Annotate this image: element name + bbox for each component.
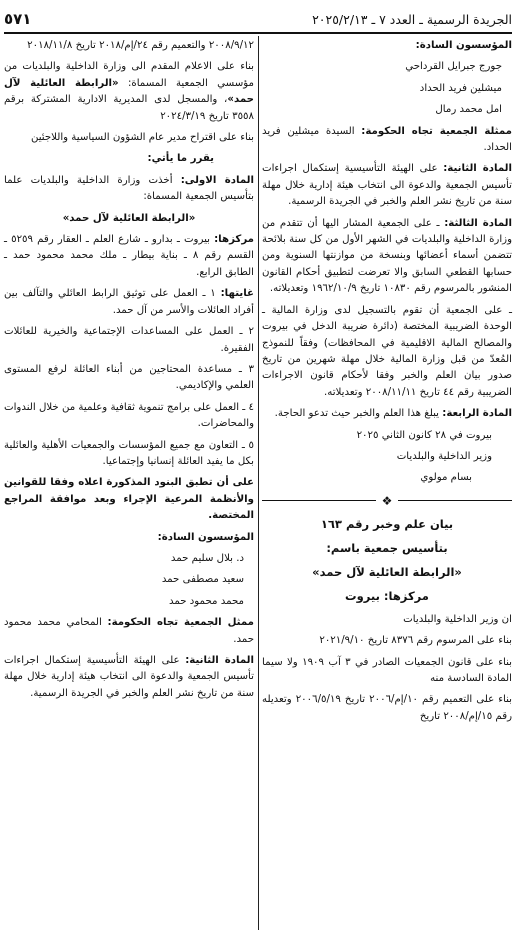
article-2-text: على الهيئة التأسيسية إستكمال اجراءات تأسيس الجمعية والدعوة الى انتخاب هيئة إدارية خلال مهلة سنة من تاريخ نشر العلم والخبر في الجريدة الرسمية. [4, 655, 254, 699]
article-2 [4, 653, 254, 702]
article-4-text: يبلغ هذا العلم والخبر حيث تدعو الحاجة. [274, 408, 439, 420]
section-separator [262, 495, 512, 507]
founder-name: امل محمد رمال [435, 104, 502, 116]
circular-continuation: ٢٠٠٨/٩/١٢ والتعميم رقم ٢٤/إم/٢٠١٨ تاريخ ٢٠١٨/١١/٨ [27, 40, 254, 51]
article-4-label: المادة الرابعة: [442, 408, 512, 420]
proposal-paragraph: بناء على اقتراح مدير عام الشؤون السياسية واللاجئين [30, 132, 254, 144]
article-1 [4, 173, 254, 206]
article-2-text: على الهيئة التأسيسية إستكمال اجراءات تأسيس الجمعية والدعوة الى انتخاب هيئة إدارية خلال مهلة سنة من تاريخ نشر العلم والخبر في الجريدة الرسمية. [262, 163, 512, 208]
notification-text: بناء على الاعلام المقدم الى وزارة الداخلية والبلديات من مؤسسي الجمعية المسماة: [4, 61, 254, 89]
representative [4, 615, 254, 648]
gazette-title: الجريدة الرسمية ـ العدد ٧ ـ ٢٠٢٥/٢/١٣ [312, 11, 512, 27]
minister-title: وزير الداخلية والبلديات [396, 450, 492, 462]
notice-headquarters: مركزها: بيروت [345, 588, 429, 603]
article-3-text: ـ على الجمعية المشار اليها أن تتقدم من وزارة الداخلية والبلديات في الشهر الأول من كل سنة بلائحة تتضمن أسماء أعضائها وبنسخة من موازنتها السنوية ومن حسابها القطعي السابق والا تعرضت لتطبيق أحكام القانون المنشور بالمرسوم رقم ١٠٨٣٠ تاريخ ١٩٦٢/١٠/٩ وتعديلاته. [262, 217, 512, 295]
header-rule [4, 32, 512, 34]
article-2 [262, 161, 512, 210]
right-column [262, 38, 512, 730]
representative-label: ممثل الجمعية تجاه الحكومة: [107, 617, 254, 629]
column-divider [258, 36, 259, 930]
representative-label: ممثلة الجمعية تجاه الحكومة: [361, 125, 512, 137]
goal-1-text: ١ ـ العمل على توثيق الرابط العائلي والتآلف بين أفراد العائلات والأسر من آل حمد. [4, 288, 254, 316]
notice-subtitle: بتأسيس جمعية باسم: [326, 540, 448, 555]
article-1-label: المادة الاولى: [180, 174, 254, 186]
intro-decree: بناء على المرسوم رقم ٨٣٧٦ تاريخ ٢٠٢١/٩/١٠ [319, 635, 512, 647]
article-2-label: المادة الثانية: [443, 163, 512, 175]
article-1-text: أخذت وزارة الداخلية والبلديات علما بتأسيس الجمعية المسماة: [4, 174, 254, 203]
intro-law: بناء على قانون الجمعيات الصادر في ٣ آب ١٩٠٩ ولا سيما المادة السادسة منه [262, 656, 512, 684]
representative-value: المحامي محمد محمود حمد. [4, 617, 254, 645]
notice-title: بيان علم وخبر رقم ١٦٣ [320, 516, 454, 531]
intro-circular: بناء على التعميم رقم ١٠/إم/٢٠٠٦ تاريخ ٢٠٠٦/٥/١٩ وتعديله رقم ١٥/إم/٢٠٠٨ تاريخ [262, 694, 513, 722]
article-3-label: المادة الثالثة: [444, 217, 512, 229]
notification-paragraph [4, 59, 254, 125]
founders-heading: المؤسسون السادة: [415, 40, 512, 51]
headquarters [4, 232, 254, 281]
founder-name: د. بلال سليم حمد [170, 552, 244, 564]
article-2-label: المادة الثانية: [185, 655, 254, 666]
decree-heading: يقرر ما يأتي: [147, 153, 214, 165]
founder-name: محمد محمود حمد [168, 595, 244, 607]
headquarters-text: بيروت ـ بدارو ـ شارع العلم ـ العقار رقم ٥٢٥٩ ـ القسم رقم ٨ ـ بناية بيطار ـ ملك محمد محمود حمد ـ الطابق الرابع. [4, 234, 254, 278]
goals-label: غايتها: [220, 288, 254, 300]
goal-5: ٥ ـ التعاون مع جميع المؤسسات والجمعيات الأهلية والعائلية بكل ما يفيد العائلة إنسانيا وإجتماعيا. [4, 439, 254, 467]
article-3 [262, 216, 512, 298]
goal-3: ٣ ـ مساعدة المحتاجين من أبناء العائلة لرفع المستوى العلمي والإكاديمي. [4, 363, 254, 392]
date-line: بيروت في ٢٨ كانون الثاني ٢٠٢٥ [356, 429, 492, 441]
ornament-icon: ❖ [381, 493, 393, 508]
founder-name: ميشلين فريد الحداد [419, 82, 502, 94]
article-3-tax: ـ على الجمعية أن تقوم بالتسجيل لدى وزارة المالية ـ الوحدة الضريبية المختصة (دائرة ضريبة الدخل في بيروت والمصالح المالية الاقليمية في المحافظات) وفقاً للنموذج المُعدّ من قبل وزارة المالية خلال مهلة شهرين من تاريخ صدور بيان العلم والخبر وفقا لأحكام قانون الاجراءات الضريبية رقم ٤٤ تاريخ ٢٠٠٨/١١/١١ وتعديلاته. [262, 304, 512, 398]
founder-name: جورج جبرايل القرداحي [405, 61, 502, 73]
notification-registration: ، والمسجل لدى المديرية الادارية المشتركة برقم ٣٥٥٨ تاريخ ٢٠٢٤/٣/١٩ [4, 94, 254, 122]
left-column [4, 38, 254, 707]
article-4 [262, 406, 512, 422]
goal-4: ٤ ـ العمل على برامج تنموية ثقافية وعلمية من خلال الندوات والمحاضرات. [4, 401, 254, 430]
minister-name: بسام مولوي [420, 472, 472, 484]
page-number: ٥٧١ [4, 10, 32, 28]
association-name: «الرابطة العائلية لآل حمد» [62, 212, 196, 224]
notice-association-name: «الرابطة العائلية لآل حمد» [312, 564, 462, 579]
founder-name: سعيد مصطفى حمد [161, 574, 244, 586]
representative-value: السيدة ميشلين فريد الحداد. [262, 125, 512, 154]
representative [262, 124, 512, 157]
condition-clause: على أن تطبق البنود المذكورة اعلاه وفقا للقوانين والأنظمة المرعية الإجراء وبعد موافقة المراجع المختصة. [4, 477, 254, 522]
goal-2: ٢ ـ العمل على المساعدات الإجتماعية والخيرية للعائلات الفقيرة. [4, 326, 254, 354]
headquarters-label: مركزها: [214, 234, 254, 246]
founders-heading: المؤسسون السادة: [157, 531, 254, 543]
intro-minister: ان وزير الداخلية والبلديات [403, 613, 512, 625]
goal-1 [4, 286, 254, 319]
page-header [4, 8, 512, 30]
notification-association-name: «الرابطة العائلية لآل حمد» [4, 77, 254, 106]
